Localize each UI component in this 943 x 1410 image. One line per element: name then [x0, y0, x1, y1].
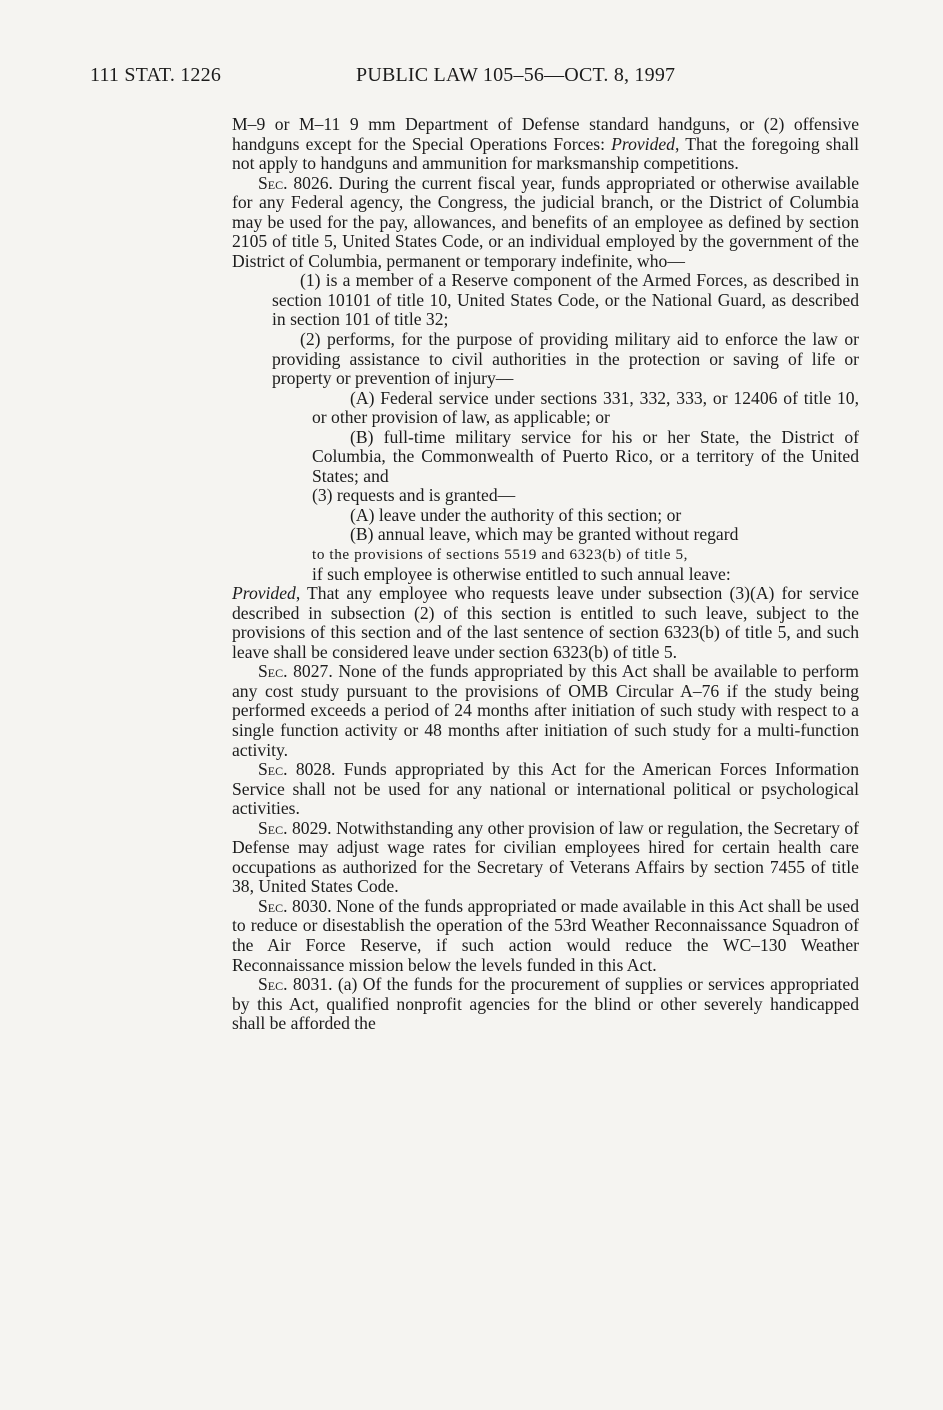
clause-2a: (A) Federal service under sections 331, 332, 333, or 12406 of title 10, or other provision of law, as applicable; or: [312, 387, 859, 428]
proviso: Provided, That any employee who requests leave under subsection (3)(A) for service described in subsection (2) of this section is entitled to such leave, subject to the provisions of this section and of the last sentence of section 6323(b) of title 5, and such leave shall be considered leave under section 6323(b) of title 5.: [232, 583, 859, 662]
clause-2b: (B) full-time military service for his or her State, the District of Columbia, the Commonwealth of Puerto Rico, or a territory of the United States; and: [312, 426, 859, 486]
section-8026: Sec. 8026. During the current fiscal year, funds appropriated or otherwise available for any Federal agency, the Congress, the judicial branch, or the District of Columbia may be used for the pay, allowances, and benefits of an employee as defined by section 2105 of title 5, United States Code, or an individual employed by the government of the District of Columbia, permanent or temporary indefinite, who—: [232, 172, 860, 271]
statute-citation: 111 STAT. 1226: [90, 64, 222, 86]
clause-3b-line2: to the provisions of sections 5519 and 6323(b) of title 5,: [312, 546, 689, 564]
section-8028: Sec. 8028. Funds appropriated by this Act for the American Forces Information Service shall not be used for any national or international political or psychological activities.: [232, 759, 859, 819]
page-header: [90, 60, 860, 90]
document-body: [232, 115, 859, 1034]
public-law-title: PUBLIC LAW 105–56—OCT. 8, 1997: [356, 64, 676, 86]
clause-3a: (A) leave under the authority of this section; or: [350, 504, 682, 525]
section-8031: Sec. 8031. (a) Of the funds for the procurement of supplies or services appropriated by this Act, qualified nonprofit agencies for the blind or other severely handicapped shall be afforded the: [232, 974, 860, 1034]
clause-3: (3) requests and is granted—: [312, 485, 516, 506]
clause-1: (1) is a member of a Reserve component of the Armed Forces, as described in section 10101 of title 10, United States Code, or the National Guard, as described in section 101 of title 32;: [272, 270, 859, 330]
section-8027: Sec. 8027. None of the funds appropriated by this Act shall be available to perform any cost study pursuant to the provisions of OMB Circular A–76 if the study being performed exceeds a period of 24 months after initiation of such study with respect to a single function activity or 48 months after initiation of such study for a multi-function activity.: [232, 661, 859, 760]
clause-3b-line1: (B) annual leave, which may be granted without regard: [350, 524, 739, 545]
paragraph-continuation: M–9 or M–11 9 mm Department of Defense standard handguns, or (2) offensive handguns except for the Special Operations Forces: Provided, That the foregoing shall not apply to handguns and ammunition for marksmanship competitions.: [232, 114, 859, 174]
clause-3b-line3: if such employee is otherwise entitled to such annual leave:: [312, 563, 731, 584]
section-8030: Sec. 8030. None of the funds appropriated or made available in this Act shall be used to reduce or disestablish the operation of the 53rd Weather Reconnaissance Squadron of the Air Force Reserve, if such action would reduce the WC–130 Weather Reconnaissance mission below the levels funded in this Act.: [232, 895, 860, 975]
clause-2: (2) performs, for the purpose of providing military aid to enforce the law or providing assistance to civil authorities in the protection or saving of life or property or prevention of injury—: [272, 329, 859, 389]
section-8029: Sec. 8029. Notwithstanding any other provision of law or regulation, the Secretary of Defense may adjust wage rates for civilian employees hired for certain health care occupations as authorized for the Secretary of Veterans Affairs by section 7455 of title 38, United States Code.: [232, 817, 860, 897]
